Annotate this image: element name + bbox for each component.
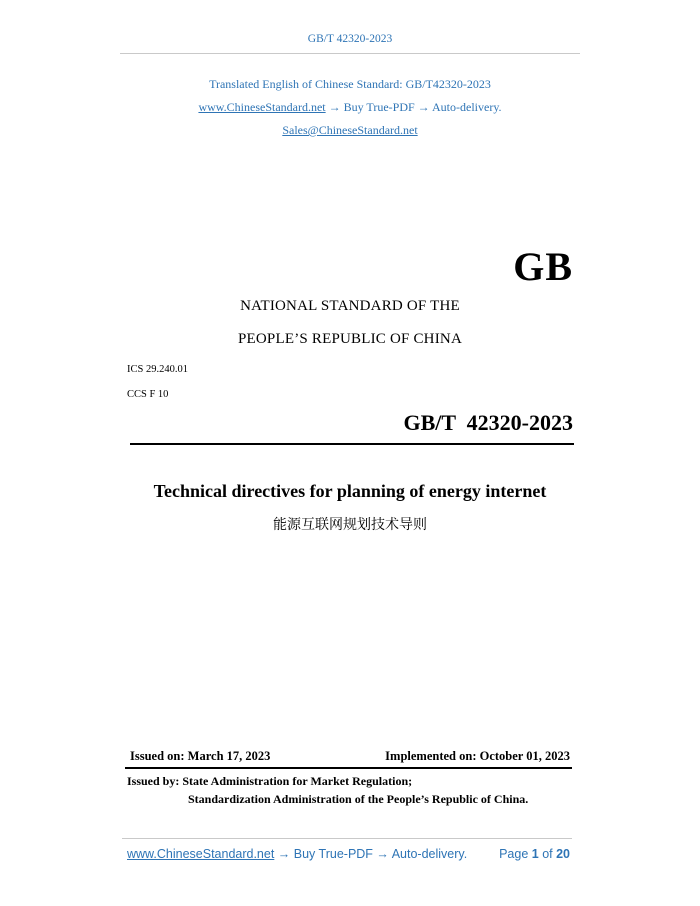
email-link[interactable]: Sales@ChineseStandard.net: [282, 123, 418, 137]
site-link[interactable]: www.ChineseStandard.net: [198, 100, 326, 114]
purchase-line: [0, 100, 700, 115]
issued-by-line1: Issued by: State Administration for Market Regulation;: [127, 774, 413, 788]
purchase-text: → Buy True-PDF → Auto-delivery.: [325, 100, 502, 114]
page-label: Page: [499, 847, 532, 861]
running-header: GB/T 42320-2023: [307, 33, 393, 45]
issued-by-line2: Standardization Administration of the People’s Republic of China.: [188, 792, 529, 806]
translation-notice: Translated English of Chinese Standard: GB/T42320-2023: [209, 77, 491, 91]
ccs-code: CCS F 10: [127, 389, 169, 400]
standard-number-rule: [130, 443, 574, 445]
page-total: 20: [556, 847, 570, 861]
standard-number: GB/T 42320-2023: [403, 410, 573, 435]
country-heading: PEOPLE’S REPUBLIC OF CHINA: [238, 331, 462, 347]
footer-site-link[interactable]: www.ChineseStandard.net: [127, 847, 275, 861]
footer-divider: [122, 838, 572, 839]
national-standard-heading: NATIONAL STANDARD OF THE: [240, 298, 460, 314]
footer-purchase-text: → Buy True-PDF → Auto-delivery.: [274, 847, 468, 861]
page-of: of: [538, 847, 557, 861]
page-current: 1: [531, 847, 539, 861]
footer-purchase-line: [127, 847, 467, 861]
title-chinese: 能源互联网规划技术导则: [273, 517, 427, 533]
issued-on-date: Issued on: March 17, 2023: [130, 749, 271, 763]
page-indicator: [499, 847, 570, 861]
ics-code: ICS 29.240.01: [127, 364, 188, 375]
title-english: Technical directives for planning of energy internet: [153, 481, 547, 501]
implemented-on-date: Implemented on: October 01, 2023: [385, 749, 570, 763]
issue-rule: [125, 767, 572, 769]
gb-logo: GB: [513, 244, 573, 289]
email-line: [0, 123, 700, 138]
header-divider: [120, 53, 580, 54]
